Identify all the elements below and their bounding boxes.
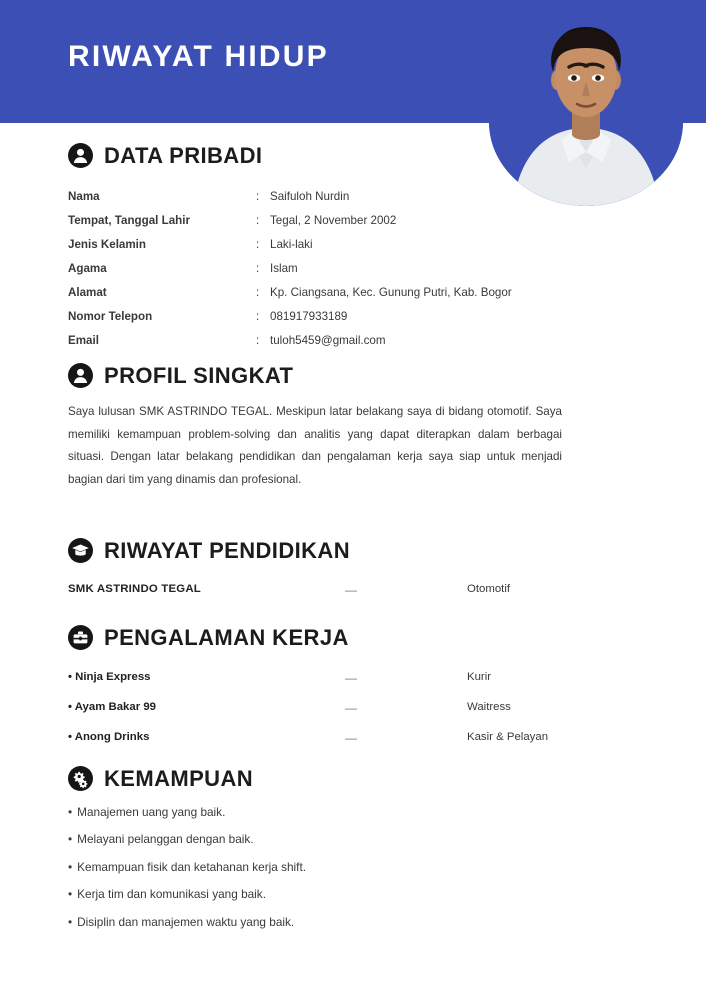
- experience-company: • Ninja Express: [68, 671, 151, 683]
- person-icon: [68, 143, 93, 168]
- field-separator: :: [256, 286, 260, 300]
- graduation-cap-icon: [68, 538, 93, 563]
- field-separator: :: [256, 190, 260, 203]
- briefcase-icon: [68, 625, 93, 650]
- field-value: tuloh5459@gmail.com: [270, 334, 386, 348]
- section-heading-experience: [68, 625, 349, 650]
- bullet-marker: •: [68, 914, 73, 929]
- field-label: Nomor Telepon: [68, 310, 153, 324]
- section-heading-education: [68, 538, 350, 563]
- list-item: [68, 861, 588, 888]
- separator-dash: —: [345, 671, 357, 685]
- field-label: Alamat: [68, 286, 107, 300]
- table-row: [68, 191, 613, 215]
- section-title-personal: DATA PRIBADI: [104, 142, 263, 168]
- experience-company: • Anong Drinks: [68, 731, 150, 743]
- field-value: Islam: [270, 262, 298, 276]
- section-heading-skills: [68, 766, 253, 791]
- field-separator: :: [256, 214, 260, 228]
- list-item: [68, 833, 588, 860]
- field-value: Tegal, 2 November 2002: [270, 214, 397, 228]
- section-title-experience: PENGALAMAN KERJA: [104, 624, 349, 650]
- skill-text: Kemampuan fisik dan ketahanan kerja shift.: [77, 859, 306, 874]
- field-value: 081917933189: [270, 310, 348, 324]
- education-field: Otomotif: [467, 583, 511, 595]
- field-label: Nama: [68, 190, 100, 203]
- field-value: Kp. Ciangsana, Kec. Gunung Putri, Kab. Bogor: [270, 286, 512, 300]
- field-label: Jenis Kelamin: [68, 238, 146, 252]
- table-row: [68, 335, 613, 359]
- page-title: RIWAYAT HIDUP: [68, 40, 329, 73]
- table-row: [68, 215, 613, 239]
- list-item: [68, 731, 613, 761]
- field-label: Agama: [68, 262, 107, 276]
- personal-data-table: [68, 191, 613, 359]
- skill-text: Kerja tim dan komunikasi yang baik.: [77, 887, 266, 902]
- field-separator: :: [256, 334, 260, 348]
- table-row: [68, 287, 613, 311]
- gears-icon: [68, 766, 93, 791]
- section-title-skills: KEMAMPUAN: [104, 765, 254, 791]
- experience-role: Kurir: [467, 671, 492, 683]
- education-list: [68, 583, 613, 613]
- separator-dash: —: [345, 701, 357, 715]
- table-row: [68, 263, 613, 287]
- list-item: [68, 583, 613, 613]
- education-institution: SMK ASTRINDO TEGAL: [68, 583, 201, 595]
- experience-role: Kasir & Pelayan: [467, 731, 549, 743]
- section-title-profile: PROFIL SINGKAT: [104, 362, 294, 388]
- experience-company: • Ayam Bakar 99: [68, 701, 156, 713]
- person-icon: [68, 363, 93, 388]
- section-heading-personal: [68, 143, 262, 168]
- bullet-marker: •: [68, 805, 73, 819]
- list-item: [68, 806, 588, 833]
- field-label: Email: [68, 334, 99, 348]
- table-row: [68, 239, 613, 263]
- profile-summary-text: Saya lulusan SMK ASTRINDO TEGAL. Meskipun latar belakang saya di bidang otomotif. Saya memiliki kemampuan problem-solving dan analitis yang dapat diterapkan dalam berbagai situasi. Dengan latar belakang pendidikan dan pengalaman kerja saya siap untuk menjadi bagian dari tim yang dinamis dan profesional.: [68, 405, 562, 486]
- section-title-education: RIWAYAT PENDIDIKAN: [104, 537, 350, 563]
- field-value: Laki-laki: [270, 238, 313, 252]
- skills-list: [68, 806, 588, 943]
- list-item: [68, 888, 588, 915]
- bullet-marker: •: [68, 859, 73, 874]
- list-item: [68, 916, 588, 943]
- bullet-marker: •: [68, 832, 73, 847]
- separator-dash: —: [345, 731, 357, 745]
- separator-dash: —: [345, 583, 357, 597]
- field-separator: :: [256, 238, 260, 252]
- field-label: Tempat, Tanggal Lahir: [68, 214, 190, 228]
- experience-list: [68, 671, 613, 761]
- skill-text: Disiplin dan manajemen waktu yang baik.: [77, 914, 295, 929]
- user-portrait-photo: [489, 0, 683, 206]
- list-item: [68, 671, 613, 701]
- table-row: [68, 311, 613, 335]
- profile-photo: [489, 0, 683, 206]
- list-item: [68, 701, 613, 731]
- field-value: Saifuloh Nurdin: [270, 190, 350, 203]
- section-heading-profile: [68, 363, 293, 388]
- skill-text: Manajemen uang yang baik.: [77, 805, 226, 819]
- skill-text: Melayani pelanggan dengan baik.: [77, 832, 254, 847]
- experience-role: Waitress: [467, 701, 511, 713]
- bullet-marker: •: [68, 887, 73, 902]
- field-separator: :: [256, 262, 260, 276]
- field-separator: :: [256, 310, 260, 324]
